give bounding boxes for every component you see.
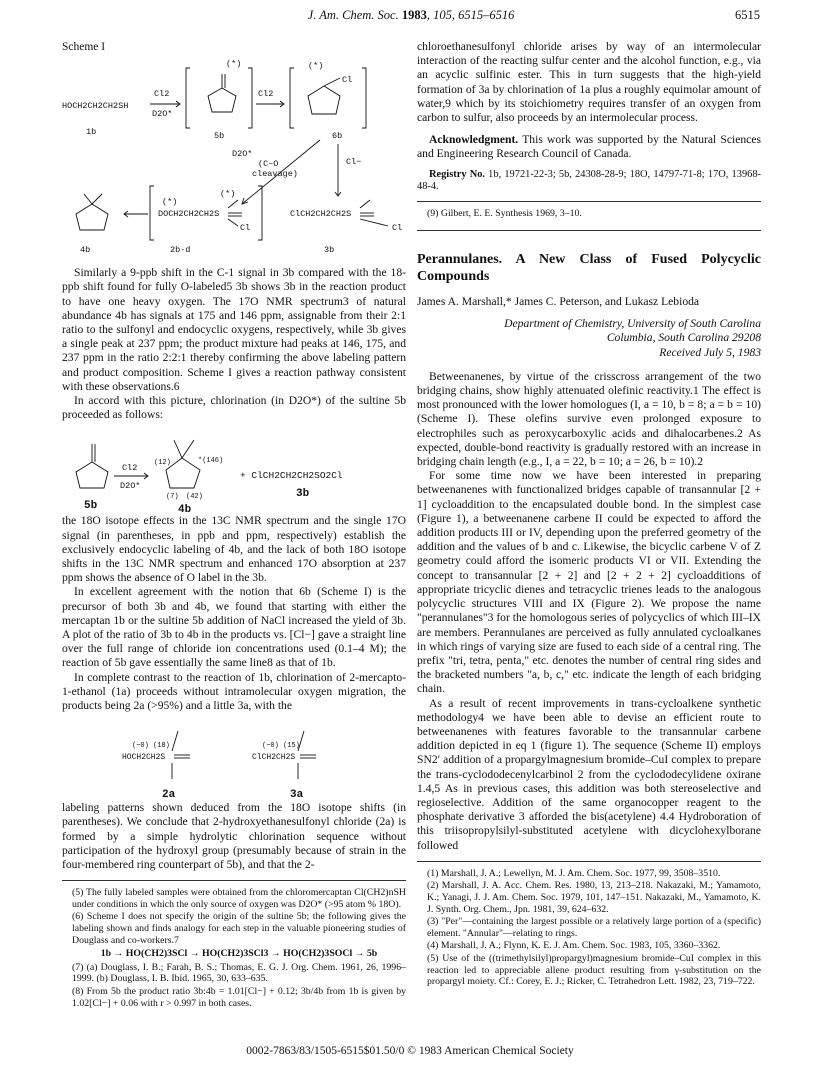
ref-footnote-3: (3) "Per"—containing the largest possible or a relatively large portion of a (specific) element. "Annular"—relating to rings.	[427, 916, 761, 939]
received-date: Received July 5, 1983	[659, 345, 761, 359]
scheme-start-material: HOCH2CH2CH2SH	[62, 101, 129, 112]
scheme-cl2-b: Cl2	[258, 89, 274, 100]
footnote-8: (8) From 5b the product ratio 3b:4b = 1.01[Cl−] + 0.12; 3b/4b from 1b is given by 1.02[Cl−] + 0.06 with r > 0.997 in both cases.	[72, 986, 406, 1009]
left-paragraph-4: In excellent agreement with the notion that 6b (Scheme I) is the precursor of both 3b and 4b, we found that starting with either the mercaptan 1b or the sultine 5b addition of NaCl increased the yield of 3b. A plot of the ratio of 3b to 4b in the products vs. [Cl−] gave a straight line over the full range of chloride ion concentrations used (0.1–4 M); the reaction of 5b gave essentially the same line8 as that of 1b.	[62, 585, 406, 670]
right-paragraph-1: chloroethanesulfonyl chloride arises by way of an intermolecular interaction of the reacting sulfur center and the alcohol function, e.g., via an acyclic sulfinic ester. This in turn suggests that the high-yield formation of 3a by chlorination of 1a plus a roughly equimolar amount of water,9 which by its stoichiometry requires transfer of an oxygen from carbon to sulfur, also proceeds by an intermolecular process.	[417, 40, 761, 125]
scheme-cl-b: Cl	[240, 223, 251, 234]
left-paragraph-1: Similarly a 9-ppb shift in the C-1 signal in 3b compared with the 18-ppb shift found for fully O-labeled5 3b shows 3b in the reaction product to have one heavy oxygen. The 17O NMR spectrum3 of natural abundance 4b has signals at 175 and 146 ppm, assignable from their 2:1 ratio to the sulfonyl and endocyclic oxygens, respectively, while 3b gives a single peak at 237 ppm; the product mixture had peaks at 146, 175, and 237 ppm in the ratio 2:2:1 thereby confirming the above labeling pattern and product composition. Scheme I gives a reaction pathway consistent with these observations.6	[62, 266, 406, 393]
article-paragraph-2: For some time now we have been interested in preparing betweenanenes with functionalized bridges capable of transannular [2 + 1] cycloaddition to the encapsulated double bond. In the simplest case (Figure 1), a betweenanene carbene II could be expected to afford the addition products III or IV, depending upon the preferred geometry of the addition and the values of b and c. Likewise, the bicyclic carbene V of Z geometry could afford the isomeric products VI or VII. Extending the concept to transannular [2 + 2] and [2 + 2 + 2] cycloadditions of appropriate tricyclic dienes and tetracyclic trienes leads to the analogous polycyclic structures VIII and IX (Figure 2). We propose the name "perannulanes"3 for the homologous series of polycyclics of which III–IX are members. Perannulanes are perceived as fully annulated cycloalkanes in which rings of varying size are fused to each side of a central ring. The prefix "tri, tetra, penta," etc. denotes the number of central ring sides and the bracketed numbers "a, b, c," etc. indicate the length of each bridging chain.	[417, 469, 761, 696]
eq-shift-c: (7)	[166, 493, 179, 502]
article-paragraph-3: As a result of recent improvements in trans-cycloalkene synthetic methodology4 we have been able to devise an efficient route to betweenanenes with features favorable to the transannular carbene addition depicted in eq 1 (figure 1). The sequence (Scheme II) employs SN2′ addition of a propargylmagnesium bromide–CuI complex to prepare the trans-cyclododecenylcarbinol 2 from the cyclododecylidene oxirane 1.4,5 As in previous cases, this addition was both stereoselective and regioselective. Addition of the same organocopper reagent to the phosphate derivative 3 afforded the bis(acetylene) 4.4 Hydroboration of this triisopropylsilyl-substituted acetylene with dicyclohexylborane followed	[417, 696, 761, 852]
footnote-6-equation: 1b → HO(CH2)3SCl → HO(CH2)3SCl3 → HO(CH2)3SOCl → 5b	[100, 948, 378, 960]
scheme-label-5b: 5b	[214, 131, 225, 142]
scheme-ring-6b	[308, 86, 340, 114]
scheme-label-1b: 1b	[86, 127, 97, 138]
scheme-mid-chain: DOCH2CH2CH2S	[158, 209, 220, 220]
scheme-d2o-b: D2O*	[232, 149, 253, 160]
footnote-7: (7) (a) Douglass, I. B.; Farah, B. S.; Thomas, E. G. J. Org. Chem. 1961, 26, 1996–1999. (b) Douglass, I. B. Ibid. 1965, 30, 633–635.	[72, 961, 406, 985]
journal-citation: J. Am. Chem. Soc. 1983, 105, 6515–6516	[307, 8, 515, 22]
scheme-cl2-a: Cl2	[154, 89, 170, 100]
eq-label-5b: 5b	[84, 500, 98, 513]
scheme-label: Scheme I	[62, 41, 106, 53]
ref-footnote-5: (5) Use of the ((trimethylsilyl)propargyl)magnesium bromide–CuI complex in this reaction led to appreciable allene product resulting from γ-substitution on the propargyl moiety. Cf.: Corey, E. J.; Ricker, C. Tetrahedron Lett. 1982, 23, 719–722.	[427, 952, 761, 988]
page-number: 6515	[735, 8, 760, 22]
scheme-ring-4b	[76, 204, 108, 230]
scheme-bracket-6b	[290, 68, 366, 128]
footnote-5: (5) The fully labeled samples were obtained from the chloromercaptan Cl(CH2)nSH under conditions in which the only source of oxygen was D2O* (>95 atom % 18O).	[72, 887, 406, 910]
footnote-6: (6) Scheme I does not specify the origin of the sultine 5b; the following gives the labeling shown and finds analogy for each step in the valuable pioneering studies of Douglass and co-workers.7	[72, 911, 406, 946]
scheme-cl-c: Cl	[392, 223, 403, 234]
left-paragraph-2: In accord with this picture, chlorination (in D2O*) of the sultine 5b proceeded as follows:	[62, 394, 406, 422]
eq-shift-b: *(146)	[198, 457, 224, 466]
ref-footnote-4: (4) Marshall, J. A.; Flynn, K. E. J. Am. Chem. Soc. 1983, 105, 3360–3362.	[427, 940, 721, 952]
eq-d2o: D2O*	[120, 481, 141, 492]
scheme-star-a: (*)	[226, 59, 242, 70]
left-paragraph-5: In complete contrast to the reaction of 1b, chlorination of 2-mercapto-1-ethanol (1a) proceeds without intramolecular oxygen migration, the products being 2a (>95%) and a little 3a, with the	[62, 670, 406, 713]
acknowledgment: Acknowledgment. This work was supported by the Natural Sciences and Engineering Research Council of Canada.	[417, 133, 761, 161]
affiliation-2: Columbia, South Carolina 29208	[606, 331, 761, 345]
article-paragraph-1: Betweenanenes, by virtue of the crisscross arrangement of the two bridging chains, show highly attenuated olefinic reactivity.1 The effect is most pronounced with the lower homologues (I, a = 10, b = 8; a = b = 10) (Scheme I). These olefins survive even prolonged exposure to electrophiles such as peroxycarboxylic acids and dihalocarbenes.2 As expected, double-bond reactivity is gradually restored with an increase in bridging chain length (e.g., I, a = 22, b = 10; a = 26, b = 10).2	[417, 369, 761, 469]
eq-label-4b: 4b	[178, 504, 192, 513]
affiliation-1: Department of Chemistry, University of South Carolina	[504, 317, 761, 331]
eq2-label-3a: 3a	[290, 789, 304, 800]
scheme-cl-minus: Cl−	[346, 157, 362, 168]
left-paragraph-3: the 18O isotope effects in the 13C NMR spectrum and the single 17O signal (in parentheses, in ppb and ppm, respectively) establish the exclusively endocyclic labeling of 4b, and the lack of both 18O isotope shifts in the 13C NMR spectrum and enhanced 17O absorption at 237 ppm shows the absence of O label in the 3b.	[62, 514, 406, 585]
footnote-9: (9) Gilbert, E. E. Synthesis 1969, 3–10.	[427, 208, 582, 220]
eq2-3a-shifts: (~0) (15)	[262, 742, 300, 751]
scheme-star-b: (*)	[308, 61, 324, 72]
scheme-label-2bd: 2b-d	[170, 245, 191, 256]
eq2-label-2a: 2a	[162, 789, 176, 800]
scheme-1-figure	[62, 56, 406, 256]
scheme-star-d: (*)	[162, 197, 178, 208]
article-title: Perannulanes. A New Class of Fused Polycyclic Compounds	[417, 252, 761, 285]
scheme-label-4b: 4b	[80, 245, 91, 256]
eq-cl2: Cl2	[122, 463, 138, 474]
scheme-star-c: (*)	[220, 189, 236, 200]
ref-footnote-1: (1) Marshall, J. A.; Lewellyn, M. J. Am. Chem. Soc. 1977, 99, 3508–3510.	[427, 867, 721, 879]
eq-label-3b: 3b	[296, 488, 310, 501]
eq-shift-d: (42)	[186, 493, 203, 502]
right-column	[417, 40, 761, 988]
scheme-cleave-2: cleavage)	[252, 169, 298, 180]
scheme-ring-5b	[208, 88, 236, 112]
eq-product: + ClCH2CH2CH2SO2Cl	[240, 470, 343, 482]
equation-2a-3a-figure	[62, 717, 406, 799]
eq2-3a-chain: ClCH2CH2S	[252, 753, 296, 763]
eq2-2a-shifts: (~0) (18)	[132, 742, 170, 751]
equation-sultine-figure	[62, 426, 406, 512]
registry-numbers: Registry No. 1b, 19721-22-3; 5b, 24308-28-9; 18O, 14797-71-8; 17O, 13968-48-4.	[417, 168, 761, 193]
left-column	[62, 40, 406, 1009]
eq-shift-a: (12)	[154, 459, 171, 468]
scheme-label-6b: 6b	[332, 131, 343, 142]
scheme-right-chain: ClCH2CH2CH2S	[290, 209, 352, 220]
left-paragraph-6: labeling patterns shown deduced from the 18O isotope shifts (in parentheses). We conclude that 2-hydroxyethanesulfonyl chloride (2a) is formed by a simple hydrolytic chlorination sequence without participation of the hydroxyl group (presumably because of strain in the four-membered ring counterpart of 5b), and that the 2-	[62, 801, 406, 872]
scheme-cl-a: Cl	[342, 75, 353, 86]
article-authors: James A. Marshall,* James C. Peterson, and Lukasz Lebioda	[417, 295, 700, 309]
scheme-bracket-5b	[186, 68, 252, 128]
page-footer: 0002-7863/83/1505-6515$01.50/0 © 1983 American Chemical Society	[246, 1045, 574, 1057]
eq2-2a-chain: HOCH2CH2S	[122, 753, 166, 763]
running-header	[62, 8, 760, 28]
scheme-d2o-a: D2O*	[152, 109, 173, 120]
scheme-cleave-1: (C–O	[258, 159, 279, 170]
scheme-label-3b: 3b	[324, 245, 335, 256]
ref-footnote-2: (2) Marshall, J. A. Acc. Chem. Res. 1980, 13, 213–218. Nakazaki, M.; Yamamoto, K.; Yanagi, J. J. Am. Chem. Soc. 1979, 101, 147–151. Nakazaki, M., Yamamoto, K. J. Synth. Org. Chem., Jpn. 1981, 39, 624–632.	[427, 880, 761, 915]
